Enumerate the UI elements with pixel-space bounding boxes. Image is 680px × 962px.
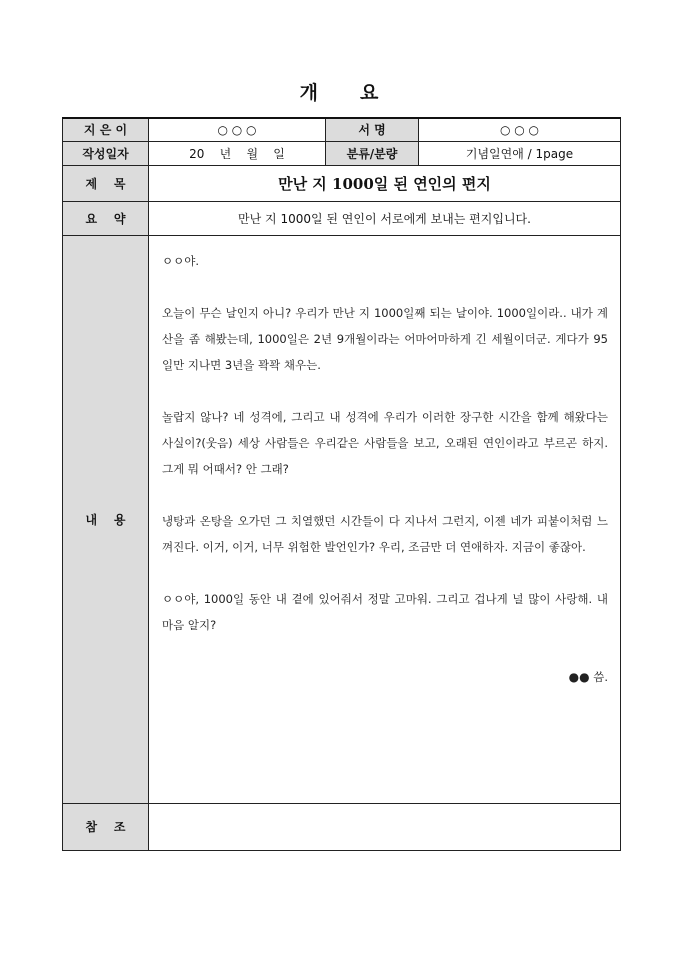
page-title-part2: 요: [360, 82, 381, 104]
content-label: 내 용: [63, 235, 149, 803]
reference-label: 참 조: [63, 803, 149, 850]
author-label: 지 은 이: [63, 118, 149, 141]
summary-label: 요 약: [63, 201, 149, 235]
letter-paragraph: ㅇㅇ야, 1000일 동안 내 곁에 있어줘서 정말 고마워. 그리고 겁나게 널 많이 사랑해. 내 마음 알지?: [162, 591, 608, 632]
seal-value: ○ ○ ○: [419, 118, 621, 141]
date-label: 작성일자: [63, 141, 149, 165]
page-title: [0, 78, 680, 105]
letter-body: [149, 235, 621, 803]
overview-table: [62, 117, 621, 851]
signature-text: 씀.: [589, 669, 608, 684]
letter-greeting: ㅇㅇ야.: [162, 253, 199, 268]
letter-paragraph: 냉탕과 온탕을 오가던 그 치열했던 시간들이 다 지나서 그런지, 이젠 네가 피붙이처럼 느껴진다. 이거, 이거, 너무 위험한 발언인가? 우리, 조금만 더 연애하자. 지금이 좋잖아.: [162, 513, 608, 554]
signature-mark: ●●: [568, 669, 590, 684]
subject-value: 만난 지 1000일 된 연인의 편지: [149, 165, 621, 201]
date-value: 20 년 월 일: [149, 141, 326, 165]
summary-value: 만난 지 1000일 된 연인이 서로에게 보내는 편지입니다.: [149, 201, 621, 235]
page-title-part1: 개: [299, 82, 320, 104]
category-value: 기념일연애 / 1page: [419, 141, 621, 165]
seal-label: 서 명: [326, 118, 419, 141]
category-label: 분류/분량: [326, 141, 419, 165]
letter-signature: [162, 664, 608, 690]
letter-paragraph: 놀랍지 않나? 네 성격에, 그리고 내 성격에 우리가 이러한 장구한 시간을 함께 해왔다는 사실이?(웃음) 세상 사람들은 우리같은 사람들을 보고, 오래된 연인이라고 부르곤 하지. 그게 뭐 어때서? 안 그래?: [162, 409, 608, 476]
author-value: ○ ○ ○: [149, 118, 326, 141]
reference-value: [149, 803, 621, 850]
subject-label: 제 목: [63, 165, 149, 201]
letter-paragraph: 오늘이 무슨 날인지 아니? 우리가 만난 지 1000일째 되는 날이야. 1000일이라.. 내가 계산을 좀 해봤는데, 1000일은 2년 9개월이라는 어마어마하게 긴 세월이더군. 게다가 95일만 지나면 3년을 꽉꽉 채우는.: [162, 305, 608, 372]
